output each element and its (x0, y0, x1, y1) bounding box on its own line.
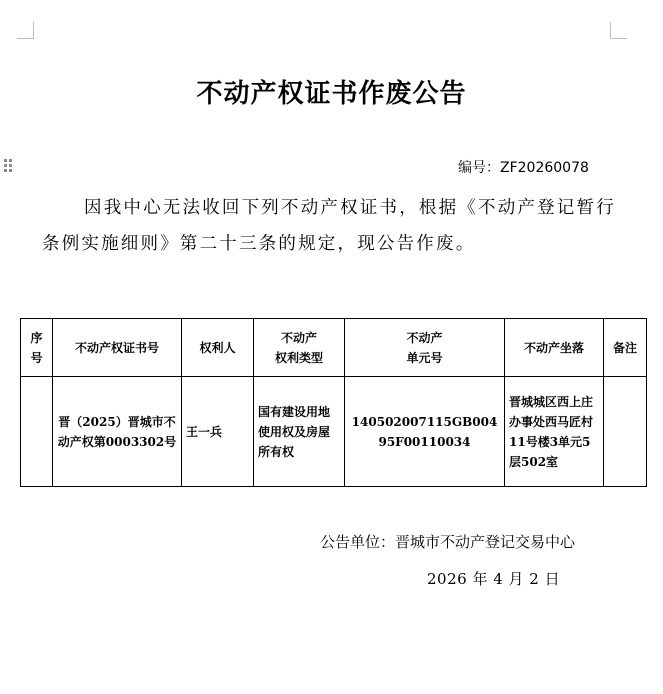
header-seq-line1: 序 (30, 330, 43, 345)
header-remarks: 备注 (604, 319, 647, 377)
certificate-table (20, 318, 647, 487)
header-unit-no-line1: 不动产 (406, 330, 443, 345)
document-number (458, 158, 589, 178)
page-corner-mark-top-left (17, 22, 34, 39)
header-cert-no: 不动产权证书号 (53, 319, 182, 377)
issue-date: 2026 年 4 月 2 日 (427, 570, 561, 588)
cell-owner: 王一兵 (182, 377, 254, 487)
cell-remarks (604, 377, 647, 487)
cell-location: 晋城城区西上庄办事处西马匠村11号楼3单元5层502室 (505, 377, 604, 487)
page-corner-mark-top-right (610, 22, 627, 39)
cell-unit-no: 140502007115GB00495F00110034 (345, 377, 505, 487)
header-unit-no-line2: 单元号 (406, 350, 443, 365)
header-right-type-line2: 权利类型 (274, 350, 323, 365)
table-header-row (21, 319, 647, 377)
cell-seq (21, 377, 53, 487)
announcement-body-text: 因我中心无法收回下列不动产权证书，根据《不动产登记暂行条例实施细则》第二十三条的规定，现公告作废。 (42, 198, 616, 254)
header-location: 不动产坐落 (505, 319, 604, 377)
table-row (21, 377, 647, 487)
cell-cert-no: 晋（2025）晋城市不动产权第0003302号 (53, 377, 182, 487)
header-seq (21, 319, 53, 377)
header-right-type (254, 319, 345, 377)
issuer-line: 公告单位：晋城市不动产登记交易中心 (320, 533, 576, 551)
header-unit-no (345, 319, 505, 377)
announcement-body (42, 190, 622, 262)
cell-right-type: 国有建设用地使用权及房屋所有权 (254, 377, 345, 487)
header-seq-line2: 号 (30, 350, 43, 365)
page-title: 不动产权证书作废公告 (196, 79, 467, 109)
drag-handle-icon[interactable] (4, 159, 12, 173)
document-number-value: ZF20260078 (500, 160, 589, 176)
header-right-type-line1: 不动产 (280, 330, 317, 345)
header-owner: 权利人 (182, 319, 254, 377)
document-number-label: 编号： (458, 160, 500, 176)
